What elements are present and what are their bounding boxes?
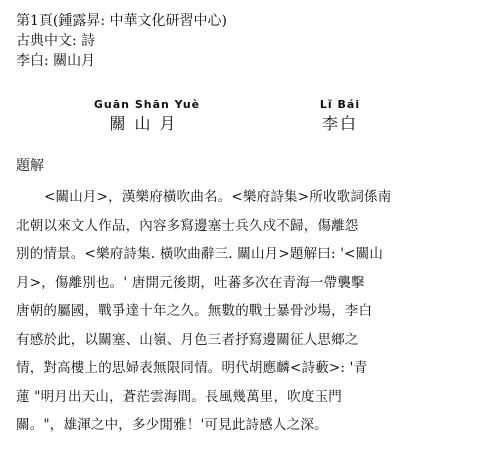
poem-title-block bbox=[92, 98, 202, 134]
paragraph-line: 月>，傷離別也。' 唐開元後期，吐蕃多次在青海一帶襲擊 bbox=[16, 274, 365, 291]
paragraph-line: 關。"，雄渾之中，多少閒雅！'可見此詩感人之深。 bbox=[16, 417, 328, 433]
page-source-line: 第1頁(鍾露昇: 中華文化研習中心) bbox=[16, 13, 227, 29]
paragraph-line: 有感於此，以關塞、山嶺、月色三者抒寫邊關征人思鄉之 bbox=[16, 331, 359, 348]
paragraph-line: 蓮 "明月出天山，蒼茫雲海間。長風幾萬里，吹度玉門 bbox=[16, 388, 342, 405]
poem-title-pinyin: Guān Shān Yuè bbox=[93, 98, 201, 111]
category-line: 古典中文: 詩 bbox=[16, 33, 96, 49]
author-name: 李白 bbox=[321, 114, 358, 133]
section-heading: 題解 bbox=[16, 158, 44, 174]
author-block bbox=[300, 98, 380, 134]
paragraph-line: 唐朝的屬國，戰爭達十年之久。無數的戰士暴骨沙場，李白 bbox=[16, 303, 373, 319]
paragraph-line: <關山月>，漢樂府橫吹曲名。<樂府詩集>所收歌詞係南 bbox=[44, 189, 392, 205]
paragraph-line: 別的情景。<樂府詩集. 橫吹曲辭三. 關山月>題解曰: '<關山 bbox=[16, 246, 384, 262]
commentary-paragraph bbox=[16, 183, 486, 440]
author-pinyin: Lǐ Bái bbox=[319, 98, 361, 111]
paragraph-line: 北朝以來文人作品，內容多寫邊塞士兵久戍不歸，傷離怨 bbox=[16, 217, 359, 234]
paragraph-line: 情，對高樓上的思婦表無限同情。明代胡應麟<詩藪>: '青 bbox=[16, 360, 368, 376]
poem-title: 關山月 bbox=[109, 114, 185, 133]
author-title-line: 李白: 關山月 bbox=[16, 53, 96, 69]
